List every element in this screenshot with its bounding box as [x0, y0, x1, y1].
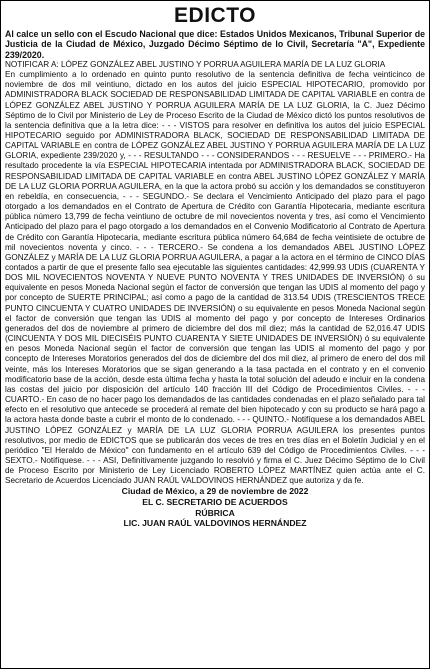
edict-title: EDICTO: [174, 4, 256, 27]
edict-body: [5, 60, 425, 487]
signer-position: EL C. SECRETARIO DE ACUERDOS: [142, 497, 288, 508]
edict-heading: Al calce un sello con el Escudo Nacional que dice: Estados Unidos Mexicanos, Tribunal Superior de Justicia de la Ciudad de México, Juzgado Décimo Séptimo de lo Civil, Secretaría "A", Expediente 239/2020.: [5, 29, 425, 60]
signer-name: LIC. JUAN RAÚL VALDOVINOS HERNÁNDEZ: [123, 518, 307, 529]
resolution-text: En cumplimiento a lo ordenado en quinto punto resolutivo de la sentencia definitiva de fecha veinticinco de noviembre de dos mil veintiuno, dictado en los autos del juicio ESPECIAL HIPOTECARIO, promovido por ADMINISTRADORA BLACK SOCIEDAD DE RESPONSABILIDAD LIMITADA DE CAPITAL VARIABLE en contra de LÓPEZ GONZÁLEZ ABEL JUSTINO Y PORRUA AGUILERA MARÍA DE LA LUZ GLORIA, la C. Juez Décimo Séptimo de lo Civil por Ministerio de Ley de Proceso Escrito de la Ciudad de México dictó los puntos resolutivos de la sentencia definitiva que a la letra dice: - - - VISTOS para resolver en definitiva los autos del juicio ESPECIAL HIPOTECARIO seguido por ADMINISTRADORA BLACK, SOCIEDAD DE RESPONSABILIDAD LIMITADA DE CAPITAL VARIABLE en contra de LÓPEZ GONZÁLEZ ABEL JUSTINO Y PORRUA AGUILERA MARÍA DE LA LUZ GLORIA, expediente 239/2020 y, - - - RESULTANDO - - - CONSIDERANDOS - - - RESUELVE - - - PRIMERO.- Ha resultado procedente la vía ESPECIAL HIPOTECARIA intentada por ADMINISTRADORA BLACK, SOCIEDAD DE RESPONSABILIDAD LIMITADA DE CAPITAL VARIABLE en contra ABEL JUSTINO LÓPEZ GONZÁLEZ Y MARÍA DE LA LUZ GLORIA PORRUA AGUILERA, en la que la actora probó su acción y los demandados se constituyeron en rebeldía, en consecuencia, - - - SEGUNDO.- Se declara el Vencimiento Anticipado del plazo para el pago otorgado a los demandados en el Contrato de Apertura de Crédito con Garantía Hipotecaria, mediante escritura pública número 13,799 de fecha veintiuno de octubre de mil novecientos noventa y tres, así como el Vencimiento Anticipado del plazo para el pago otorgado a los demandados en el Convenio Modificatorio al Contrato de Apertura de Crédito con Garantía Hipotecaria, mediante escritura pública número 64,684 de fecha veintisiete de octubre de mil novecientos noventa y cinco. - - - TERCERO.- Se condena a los demandados ABEL JUSTINO LÓPEZ GONZÁLEZ y MARÍA DE LA LUZ GLORIA PORRUA AGUILERA, a pagar a la actora en el término de CINCO DÍAS contados a partir de que el presente fallo sea ejecutable las siguientes cantidades: 42,999.93 UDIS (CUARENTA Y DOS MIL NOVECIENTOS NOVENTA Y NUEVE PUNTO NOVENTA Y TRES UNIDADES DE INVERSIÓN) ó su equivalente en pesos Moneda Nacional según el factor de conversión que tengan las UDIS al momento del pago y por concepto de SUERTE PRINCIPAL; así como a pago de la cantidad de 313.54 UDIS (TRESCIENTOS TRECE PUNTO CINCUENTA Y CUATRO UNIDADES DE INVERSIÓN) o su equivalente en pesos Moneda Nacional según el factor de conversión que tengan las UDIS al momento del pago y por concepto de Intereses Ordinarios generados del dos de noviembre al primero de diciembre del dos mil diez; más la cantidad de 52,016.47 UDIS (CINCUENTA Y DOS MIL DIECISÉIS PUNTO CUARENTA Y SIETE UNIDADES DE INVERSIÓN) ó su equivalente en pesos Moneda Nacional según el factor de conversión que tengan las UDIS al momento del pago y por concepto de Intereses Moratorios generados del dos de diciembre del dos mil diez, al primero de enero del dos mil veinte, más los Intereses Moratorios que se sigan generando a la tasa pactada en el contrato y en el convenio modificatorio base de la acción, desde esta última fecha y hasta la total solución del adeudo e incluir en la condena las costas del juicio por disposición del artículo 140 fracción III del Código de Procedimientos Civiles. - - - CUARTO.- En caso de no hacer pago los demandados de las cantidades condenadas en el plazo señalado para tal efecto en el resolutivo que antecede se procederá al remate del bien hipotecado y con su producto se hará pago a la actora hasta donde baste a cubrir el monto de lo condenado. - - - QUINTO.- Notifíquese a los demandados ABEL JUSTINO LÓPEZ GONZÁLEZ y MARÍA DE LA LUZ GLORIA PORRUA AGUILERA los presentes puntos resolutivos, por medio de EDICTOS que se publicarán dos veces de tres en tres días en el Boletín Judicial y en el periódico "El Heraldo de México" con fundamento en el artículo 639 del Código de Procedimientos Civiles. - - - SEXTO.- Notifíquese. - - - ASI, Definitivamente juzgando lo resolvió y firma el C. Juez Décimo Séptimo de lo Civil de Proceso Escrito por Ministerio de Ley Licenciado ROBERTO LÓPEZ MARTÍNEZ quien actúa ante el C. Secretario de Acuerdos Licenciado JUAN RAÚL VALDOVINOS HERNÁNDEZ que autoriza y da fe.: [5, 70, 425, 486]
signature-block: [5, 486, 425, 528]
place-date: Ciudad de México, a 29 de noviembre de 2022: [121, 486, 309, 497]
notify-line: NOTIFICAR A: LÓPEZ GONZÁLEZ ABEL JUSTINO Y PORRUA AGUILERA MARÍA DE LA LUZ GLORIA: [5, 59, 386, 69]
rubric-label: RÚBRICA: [195, 507, 235, 518]
